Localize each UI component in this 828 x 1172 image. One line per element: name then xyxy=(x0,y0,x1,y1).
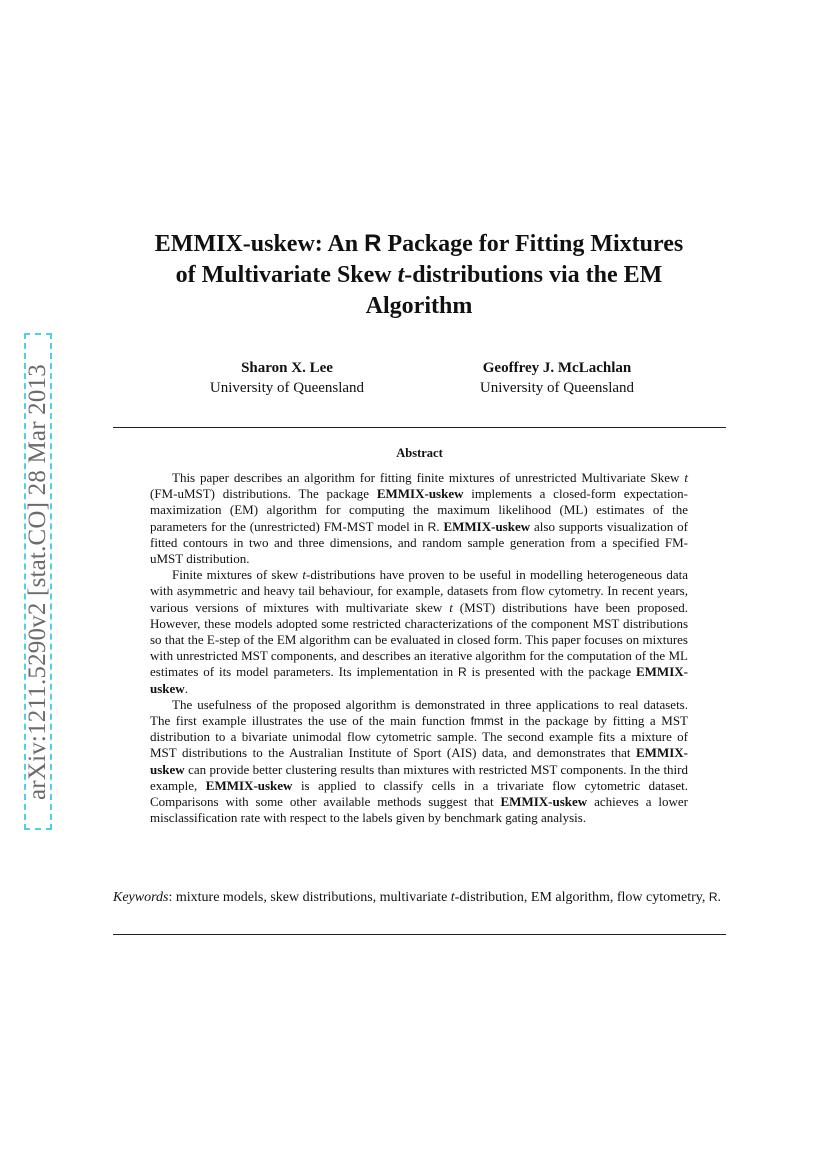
keywords-label: Keywords xyxy=(113,890,169,905)
keywords xyxy=(113,888,726,907)
function-name: fmmst xyxy=(470,714,504,729)
arxiv-sidebar-stamp xyxy=(24,333,52,830)
package-name: EMMIX-uskew xyxy=(150,745,688,777)
text-run: implements a closed-form expectation-maximization (EM) algorithm for computing the maximum likelihood (ML) estimates of the parameters for the (unrestricted) FM-MST model in xyxy=(150,486,688,534)
r-logo: R xyxy=(708,890,718,904)
package-name: EMMIX-uskew xyxy=(500,794,588,810)
abstract-paragraph xyxy=(150,697,688,827)
author-block xyxy=(427,358,687,398)
title-part: Package for Fitting Mixtures xyxy=(381,231,684,257)
text-run: This paper describes an algorithm for fitting finite mixtures of unrestricted Multivariate Skew xyxy=(172,470,685,485)
text-run: (FM-uMST) distributions. The package xyxy=(150,486,377,502)
text-run: . xyxy=(184,680,188,696)
italic-t: t xyxy=(302,567,307,583)
abstract-paragraph xyxy=(150,567,688,697)
package-name: EMMIX-uskew xyxy=(150,664,688,696)
title-part: EMMIX-uskew: An xyxy=(154,231,365,257)
text-run: . xyxy=(436,518,444,534)
text-run: Finite mixtures of skew xyxy=(172,567,303,583)
abstract-heading: Abstract xyxy=(396,446,443,460)
abstract-body xyxy=(150,470,688,826)
text-run: is presented with the package xyxy=(466,664,636,680)
bottom-rule xyxy=(113,934,726,935)
author-affiliation: University of Queensland xyxy=(209,380,365,396)
package-name: EMMIX-uskew xyxy=(205,777,293,793)
text-run: . xyxy=(717,890,722,905)
text-run: is applied to classify cells in a trivariate flow cytometric dataset. Comparisons with some other available methods suggest that xyxy=(150,777,688,810)
italic-t: t xyxy=(449,599,453,615)
author-affiliation: University of Queensland xyxy=(479,380,635,396)
author-block xyxy=(157,358,417,398)
author-name: Sharon X. Lee xyxy=(241,360,333,376)
title-part: -distributions via the EM xyxy=(404,262,663,288)
text-run: -distribution, EM algorithm, flow cytometry, xyxy=(454,890,709,905)
title-part: of Multivariate Skew xyxy=(175,262,398,288)
r-logo: R xyxy=(427,519,437,534)
title-part: Algorithm xyxy=(365,293,473,319)
text-run: in the package by fitting a MST distribution to a bivariate unimodal flow cytometric sample. The second example fits a mixture of MST distributions to the Australian Institute of Sport (AIS) data, and demonstrates that xyxy=(150,713,688,761)
text-run: -distributions have proven to be useful in modelling heterogeneous data with asymmetric and heavy tail behaviour, for example, datasets from flow cytometry. In recent years, various versions of mixtures with multivariate skew xyxy=(150,567,688,615)
package-name: EMMIX-uskew xyxy=(443,518,531,534)
italic-t: t xyxy=(684,470,688,485)
title-italic-t: t xyxy=(397,262,405,288)
text-run: (MST) distributions have been proposed. However, these models adopted some restricted characterizations of the component MST distributions so that the E-step of the EM algorithm can be evaluated in closed form. This paper focuses on mixtures with unrestricted MST components, and describes an iterative algorithm for the computation of the ML estimates of its model parameters. Its implementation in xyxy=(150,599,689,680)
package-name: EMMIX-uskew xyxy=(376,486,464,502)
arxiv-identifier: arXiv:1211.5290v2 [stat.CO] 28 Mar 2013 xyxy=(24,363,51,800)
paper-title xyxy=(113,228,725,322)
author-name: Geoffrey J. McLachlan xyxy=(482,360,632,376)
title-r-logo: R xyxy=(364,230,382,257)
text-run: achieves a lower misclassification rate with respect to the labels given by benchmark gating analysis. xyxy=(150,794,688,826)
text-run: can provide better clustering results than mixtures with restricted MST components. In the third example, xyxy=(150,761,688,793)
r-logo: R xyxy=(457,665,467,680)
text-run: also supports visualization of fitted contours in two and three dimensions, and random sample generation from a specified FM-uMST distribution. xyxy=(150,518,688,567)
text-run: The usefulness of the proposed algorithm is demonstrated in three applications to real datasets. The first example illustrates the use of the main function xyxy=(150,696,688,729)
abstract-paragraph xyxy=(150,470,688,567)
top-rule xyxy=(113,427,726,428)
italic-t: t xyxy=(450,890,455,905)
text-run: : mixture models, skew distributions, multivariate xyxy=(168,890,451,905)
